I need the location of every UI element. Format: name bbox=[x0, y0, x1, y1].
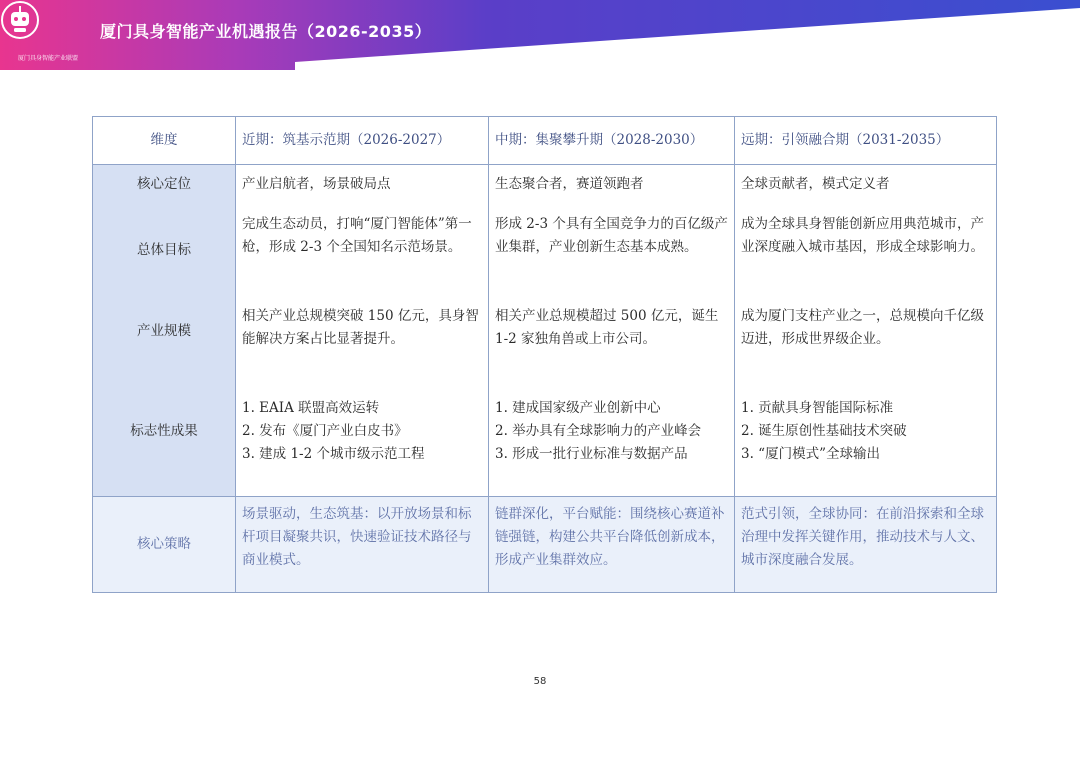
column-header-dimension: 维度 bbox=[93, 117, 236, 165]
row-label-core-strategy: 核心策略 bbox=[93, 497, 236, 593]
list-item: 3. 建成 1-2 个城市级示范工程 bbox=[242, 445, 425, 462]
column-header-long-term: 远期：引领融合期（2031-2035） bbox=[735, 117, 997, 165]
table-row bbox=[93, 367, 997, 497]
header-banner bbox=[0, 0, 1080, 70]
table-row bbox=[93, 205, 997, 297]
list-item: 2. 发布《厦门产业白皮书》 bbox=[242, 422, 408, 439]
milestone-list bbox=[242, 397, 482, 466]
page-number: 58 bbox=[533, 676, 547, 687]
table-cell: 相关产业总规模突破 150 亿元，具身智能解决方案占比显著提升。 bbox=[236, 297, 489, 367]
row-label-overall-goal: 总体目标 bbox=[93, 205, 236, 297]
column-header-mid-term: 中期：集聚攀升期（2028-2030） bbox=[489, 117, 735, 165]
table-row bbox=[93, 297, 997, 367]
table-cell: 成为全球具身智能创新应用典范城市，产业深度融入城市基因，形成全球影响力。 bbox=[735, 205, 997, 297]
roadmap-table bbox=[92, 116, 997, 593]
logo-caption: 厦门具身智能产业联盟 bbox=[18, 55, 79, 62]
milestone-list bbox=[495, 397, 728, 466]
table-cell: 产业启航者，场景破局点 bbox=[236, 165, 489, 205]
table-cell: 完成生态动员，打响“厦门智能体”第一枪，形成 2-3 个全国知名示范场景。 bbox=[236, 205, 489, 297]
table-cell: 相关产业总规模超过 500 亿元，诞生 1-2 家独角兽或上市公司。 bbox=[489, 297, 735, 367]
row-label-milestones: 标志性成果 bbox=[93, 367, 236, 497]
table-cell bbox=[489, 367, 735, 497]
column-header-near-term: 近期：筑基示范期（2026-2027） bbox=[236, 117, 489, 165]
report-title: 厦门具身智能产业机遇报告（2026-2035） bbox=[100, 22, 432, 41]
list-item: 3. “厦门模式”全球输出 bbox=[741, 445, 880, 462]
table-cell: 链群深化，平台赋能：围绕核心赛道补链强链，构建公共平台降低创新成本，形成产业集群效应。 bbox=[489, 497, 735, 593]
table-cell bbox=[236, 367, 489, 497]
list-item: 2. 诞生原创性基础技术突破 bbox=[741, 422, 907, 439]
milestone-list bbox=[741, 397, 990, 466]
list-item: 1. 贡献具身智能国际标准 bbox=[741, 399, 894, 416]
table-cell: 范式引领，全球协同：在前沿探索和全球治理中发挥关键作用，推动技术与人文、城市深度融合发展。 bbox=[735, 497, 997, 593]
row-label-positioning: 核心定位 bbox=[93, 165, 236, 205]
table-header-row bbox=[93, 117, 997, 165]
table-cell: 场景驱动，生态筑基：以开放场景和标杆项目凝聚共识，快速验证技术路径与商业模式。 bbox=[236, 497, 489, 593]
list-item: 3. 形成一批行业标准与数据产品 bbox=[495, 445, 688, 462]
table-row-strategy bbox=[93, 497, 997, 593]
table-cell: 形成 2-3 个具有全国竞争力的百亿级产业集群，产业创新生态基本成熟。 bbox=[489, 205, 735, 297]
list-item: 2. 举办具有全球影响力的产业峰会 bbox=[495, 422, 702, 439]
table-cell: 生态聚合者，赛道领跑者 bbox=[489, 165, 735, 205]
table-row bbox=[93, 165, 997, 205]
robot-logo-icon bbox=[0, 0, 40, 40]
list-item: 1. 建成国家级产业创新中心 bbox=[495, 399, 661, 416]
row-label-industry-scale: 产业规模 bbox=[93, 297, 236, 367]
table-cell bbox=[735, 367, 997, 497]
table-cell: 全球贡献者，模式定义者 bbox=[735, 165, 997, 205]
table-cell: 成为厦门支柱产业之一，总规模向千亿级迈进，形成世界级企业。 bbox=[735, 297, 997, 367]
list-item: 1. EAIA 联盟高效运转 bbox=[242, 399, 380, 416]
